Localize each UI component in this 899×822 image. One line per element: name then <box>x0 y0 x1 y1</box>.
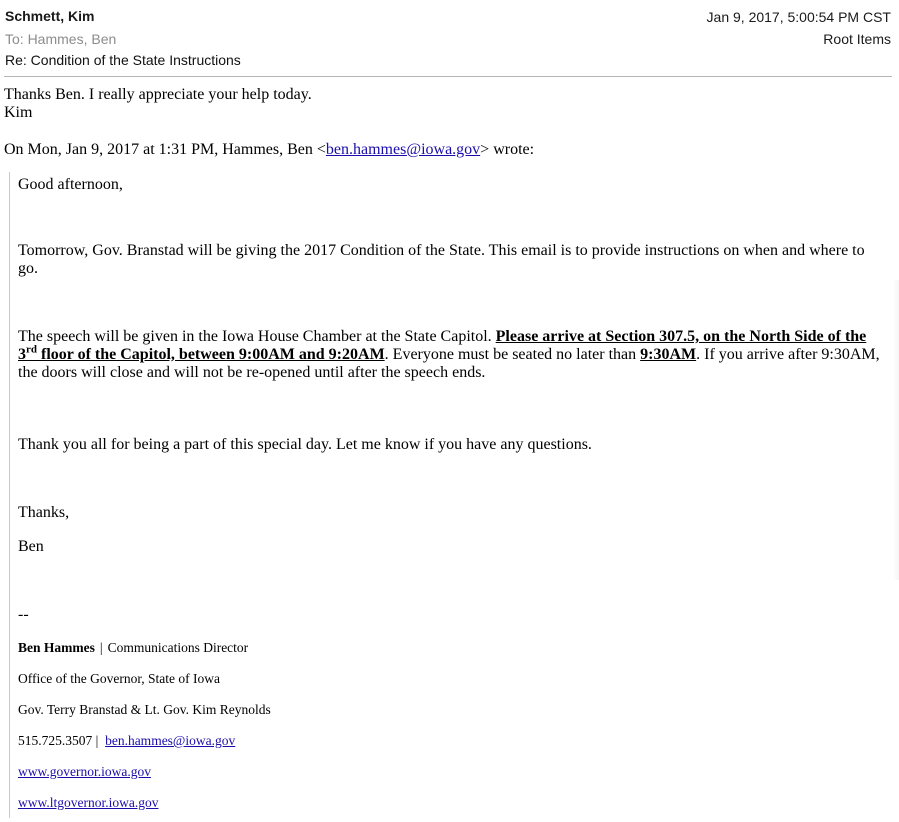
ltgovernor-website-link[interactable]: www.ltgovernor.iowa.gov <box>18 795 159 810</box>
location-text: The speech will be given in the Iowa House Chamber at the State Capitol. <box>18 328 496 345</box>
quoted-paragraph-intro: Tomorrow, Gov. Branstad will be giving the 2017 Condition of the State. This email is to provide instructions on when and where to go. <box>18 242 865 277</box>
window-edge-shadow <box>893 280 899 580</box>
governor-website-link[interactable]: www.governor.iowa.gov <box>18 764 151 779</box>
signature-email-link[interactable]: ben.hammes@iowa.gov <box>105 733 236 748</box>
attribution-prefix: On Mon, Jan 9, 2017 at 1:31 PM, Hammes, Ben < <box>4 141 326 158</box>
reply-text: Thanks Ben. I really appreciate your help today. <box>4 86 312 103</box>
message-header <box>0 0 899 78</box>
signature-contact-line <box>18 732 886 750</box>
quoted-message <box>9 172 888 818</box>
governor-website-line <box>18 763 886 781</box>
ltgovernor-website-line <box>18 794 886 812</box>
late-arrival-text: . If you arrive after 9:30AM, the doors will close and will not be re-opened until after the speech ends. <box>18 346 880 381</box>
seating-deadline: 9:30AM <box>640 346 697 363</box>
quoted-paragraph-location <box>18 328 886 382</box>
seating-text: . Everyone must be seated no later than <box>384 346 641 363</box>
reply-signature: Kim <box>4 104 33 121</box>
signature-phone: 515.725.3507 | <box>18 733 99 748</box>
signature-separator: -- <box>18 606 29 623</box>
quoted-closing: Thanks, <box>18 504 70 521</box>
signature-name: Ben Hammes <box>18 640 95 655</box>
sent-date: Jan 9, 2017, 5:00:54 PM CST <box>706 9 891 25</box>
signature-separator-bar: | <box>99 640 103 655</box>
signature-governors: Gov. Terry Branstad & Lt. Gov. Kim Reynolds <box>18 702 271 717</box>
quoted-signoff: Ben <box>18 538 44 555</box>
attribution-suffix: > wrote: <box>480 141 535 158</box>
reply-body <box>4 86 892 122</box>
quoted-greeting: Good afternoon, <box>18 176 123 193</box>
signature-title: Communications Director <box>107 640 249 655</box>
signature-office: Office of the Governor, State of Iowa <box>18 671 221 686</box>
subject-line: Re: Condition of the State Instructions <box>5 52 241 68</box>
arrival-instructions: Please arrive at Section 307.5, on the North Side of the 3rd floor of the Capitol, between 9:00AM and 9:20AM <box>18 328 867 363</box>
quote-attribution <box>4 141 534 159</box>
recipient-line[interactable]: To: Hammes, Ben <box>5 31 117 47</box>
folder-label[interactable]: Root Items <box>823 31 891 47</box>
sender-name[interactable]: Schmett, Kim <box>5 8 95 24</box>
quoted-paragraph-thanks: Thank you all for being a part of this special day. Let me know if you have any questions. <box>18 436 592 453</box>
header-divider <box>4 76 892 77</box>
attribution-email-link[interactable]: ben.hammes@iowa.gov <box>325 141 481 158</box>
signature-name-line <box>18 639 886 657</box>
